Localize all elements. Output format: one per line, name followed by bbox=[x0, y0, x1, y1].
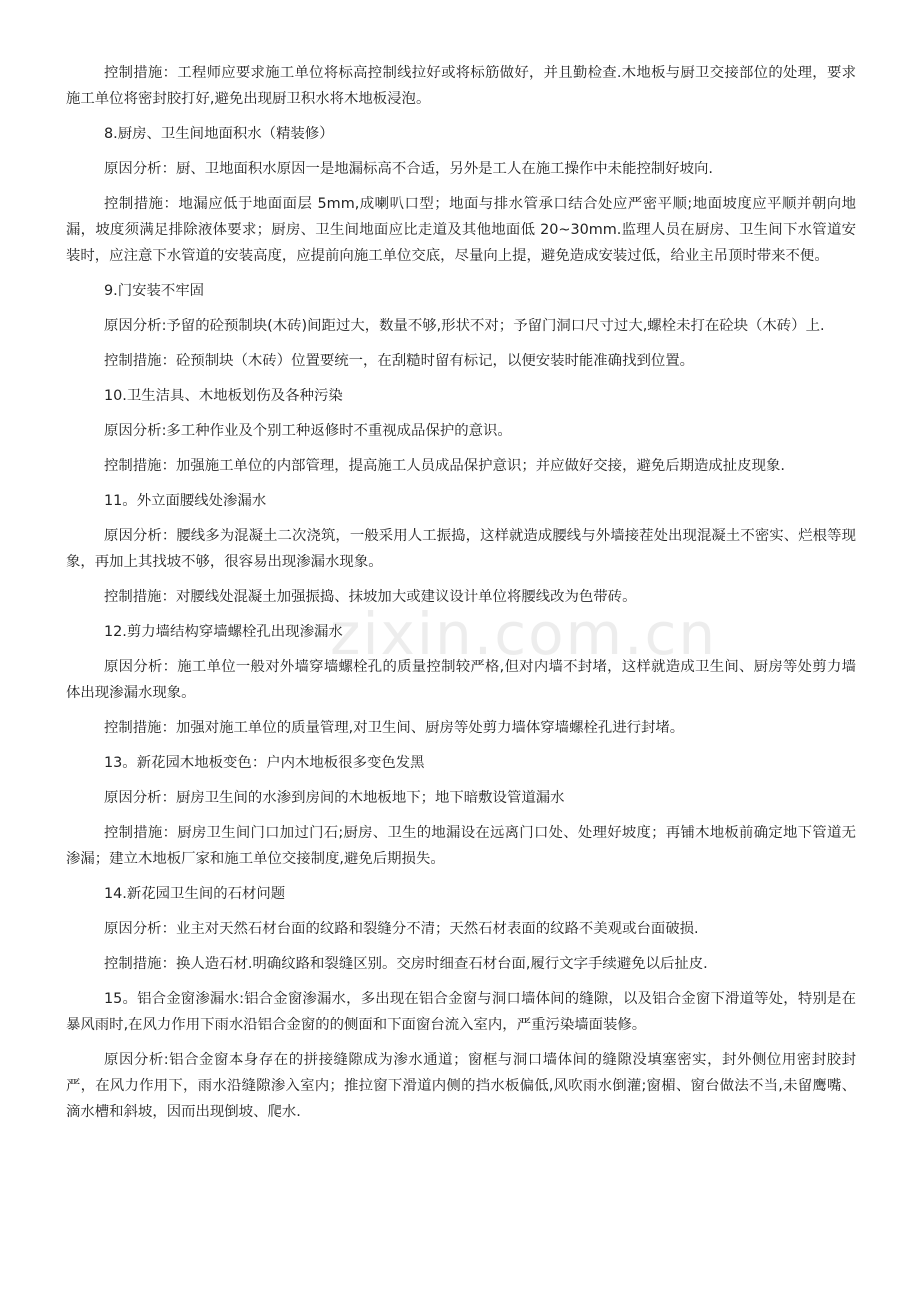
heading-12: 12.剪力墙结构穿墙螺栓孔出现渗漏水 bbox=[104, 624, 343, 640]
paragraph-control-14: 控制措施：换人造石材.明确纹路和裂缝区别。交房时细查石材台面,履行文字手续避免以后扯皮. bbox=[104, 956, 708, 972]
paragraph-cause-10: 原因分析:多工种作业及个别工种返修时不重视成品保护的意识。 bbox=[104, 423, 512, 439]
paragraph-control-9: 控制措施：砼预制块（木砖）位置要统一，在刮糙时留有标记，以便安装时能准确找到位置。 bbox=[104, 353, 695, 369]
paragraph-cause-12: 原因分析：施工单位一般对外墙穿墙螺栓孔的质量控制较严格,但对内墙不封堵，这样就造成卫生间、厨房等处剪力墙体出现渗漏水现象。 bbox=[66, 659, 856, 701]
paragraph-cause-13: 原因分析：厨房卫生间的水渗到房间的木地板地下；地下暗敷设管道漏水 bbox=[104, 790, 565, 806]
heading-9: 9.门安装不牢固 bbox=[104, 283, 205, 299]
heading-13: 13。新花园木地板变色：户内木地板很多变色发黑 bbox=[104, 755, 425, 771]
paragraph-control-measures-7: 控制措施：工程师应要求施工单位将标高控制线拉好或将标筋做好，并且勤检查.木地板与厨卫交接部位的处理，要求施工单位将密封胶打好,避免出现厨卫积水将木地板浸泡。 bbox=[66, 65, 856, 107]
paragraph-cause-11: 原因分析：腰线多为混凝土二次浇筑，一般采用人工振捣，这样就造成腰线与外墙接茬处出现混凝土不密实、烂根等现象，再加上其找坡不够，很容易出现渗漏水现象。 bbox=[66, 528, 856, 570]
paragraph-control-13: 控制措施：厨房卫生间门口加过门石;厨房、卫生的地漏设在远离门口处、处理好坡度；再铺木地板前确定地下管道无渗漏；建立木地板厂家和施工单位交接制度,避免后期损失。 bbox=[66, 825, 856, 867]
paragraph-cause-9: 原因分析:予留的砼预制块(木砖)间距过大，数量不够,形状不对；予留门洞口尺寸过大,螺栓未打在砼块（木砖）上. bbox=[104, 318, 825, 334]
document-body bbox=[66, 60, 856, 1134]
paragraph-cause-8: 原因分析：厨、卫地面积水原因一是地漏标高不合适，另外是工人在施工操作中未能控制好坡向. bbox=[104, 161, 713, 177]
heading-14: 14.新花园卫生间的石材问题 bbox=[104, 886, 286, 902]
paragraph-cause-14: 原因分析：业主对天然石材台面的纹路和裂缝分不清；天然石材表面的纹路不美观或台面破损. bbox=[104, 921, 699, 937]
paragraph-heading-15: 15。铝合金窗渗漏水:铝合金窗渗漏水，多出现在铝合金窗与洞口墙体间的缝隙，以及铝合金窗下滑道等处，特别是在暴风雨时,在风力作用下雨水沿铝合金窗的的侧面和下面窗台流入室内，严重污染墙面装修。 bbox=[66, 991, 856, 1033]
watermark: zixin.com.cn bbox=[330, 600, 718, 668]
paragraph-control-12: 控制措施：加强对施工单位的质量管理,对卫生间、厨房等处剪力墙体穿墙螺栓孔进行封堵。 bbox=[104, 720, 685, 736]
heading-10: 10.卫生洁具、木地板划伤及各种污染 bbox=[104, 388, 343, 404]
paragraph-control-10: 控制措施：加强施工单位的内部管理，提高施工人员成品保护意识；并应做好交接，避免后期造成扯皮现象. bbox=[104, 458, 785, 474]
paragraph-control-11: 控制措施：对腰线处混凝土加强振捣、抹坡加大或建议设计单位将腰线改为色带砖。 bbox=[104, 589, 637, 605]
paragraph-control-8: 控制措施：地漏应低于地面面层 5mm,成喇叭口型；地面与排水管承口结合处应严密平顺;地面坡度应平顺并朝向地漏，坡度须满足排除液体要求；厨房、卫生间地面应比走道及其他地面低 20~30mm.监理人员在厨房、卫生间下水管道安装时，应注意下水管道的安装高度，应提前向施工单位交底，尽量向上提，避免造成安装过低，给业主吊顶时带来不便。 bbox=[66, 196, 856, 264]
heading-11: 11。外立面腰线处渗漏水 bbox=[104, 493, 267, 509]
paragraph-cause-15: 原因分析:铝合金窗本身存在的拼接缝隙成为渗水通道；窗框与洞口墙体间的缝隙没填塞密实，封外侧位用密封胶封严，在风力作用下，雨水沿缝隙渗入室内；推拉窗下滑道内侧的挡水板偏低,风吹雨水倒灌;窗楣、窗台做法不当,未留鹰嘴、滴水槽和斜坡，因而出现倒坡、爬水. bbox=[66, 1052, 856, 1120]
heading-8: 8.厨房、卫生间地面积水（精装修） bbox=[104, 126, 334, 142]
